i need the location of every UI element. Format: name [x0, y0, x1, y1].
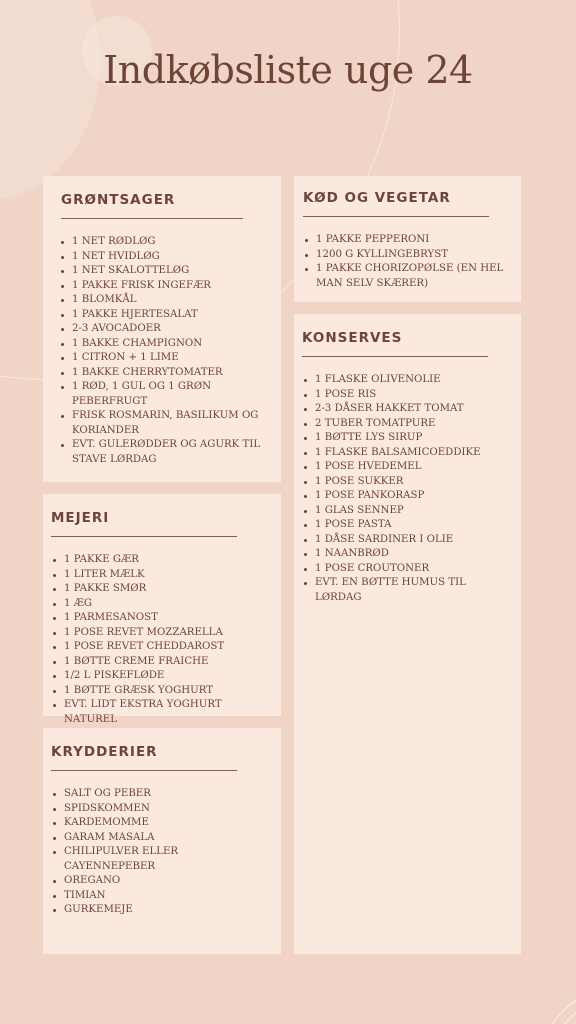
list-item: 1 NET SKALOTTELØG: [61, 264, 263, 279]
list-item: 1 NET HVIDLØG: [61, 250, 263, 265]
list-item: 1200 G KYLLINGEBRYST: [305, 248, 511, 263]
list-item: EVT. EN BØTTE HUMUS TIL LØRDAG: [304, 576, 511, 605]
section-card-krydderier: [43, 728, 281, 954]
list-item: 1 POSE SUKKER: [304, 475, 511, 490]
heading-divider: [51, 536, 237, 537]
list-item: 1 FLASKE BALSAMICOEDDIKE: [304, 446, 511, 461]
section-heading: KONSERVES: [302, 330, 403, 346]
item-list: [51, 787, 271, 918]
list-item: 1 PARMESANOST: [53, 611, 271, 626]
list-item: 1 POSE REVET CHEDDAROST: [53, 640, 271, 655]
list-item: 1 LITER MÆLK: [53, 568, 271, 583]
background-blob-decoration: [0, 0, 100, 200]
list-item: 1 GLAS SENNEP: [304, 504, 511, 519]
list-item: 1 BØTTE CREME FRAICHE: [53, 655, 271, 670]
list-item: 1 POSE PASTA: [304, 518, 511, 533]
list-item: SPIDSKOMMEN: [53, 802, 271, 817]
list-item: 1 PAKKE HJERTESALAT: [61, 308, 263, 323]
heading-divider: [51, 770, 237, 771]
section-heading: KØD OG VEGETAR: [303, 190, 451, 206]
section-card-mejeri: [43, 494, 281, 725]
list-item: 1 DÅSE SARDINER I OLIE: [304, 533, 511, 548]
list-item: 1 NAANBRØD: [304, 547, 511, 562]
list-item: 1 POSE REVET MOZZARELLA: [53, 626, 271, 641]
section-card-groentsager: [43, 176, 281, 482]
list-item: 2-3 AVOCADOER: [61, 322, 263, 337]
list-item: KARDEMOMME: [53, 816, 271, 831]
list-item: 1 RØD, 1 GUL OG 1 GRØN PEBERFRUGT: [61, 380, 263, 409]
section-card-koed-og-vegetar: [294, 176, 521, 302]
section-heading: MEJERI: [51, 510, 110, 526]
list-item: 1 ÆG: [53, 597, 271, 612]
list-item: 1 POSE HVEDEMEL: [304, 460, 511, 475]
list-item: 2-3 DÅSER HAKKET TOMAT: [304, 402, 511, 417]
list-item: SALT OG PEBER: [53, 787, 271, 802]
list-item: 1 BAKKE CHAMPIGNON: [61, 337, 263, 352]
list-item: 1 PAKKE PEPPERONI: [305, 233, 511, 248]
list-item: 1 BØTTE LYS SIRUP: [304, 431, 511, 446]
list-item: GARAM MASALA: [53, 831, 271, 846]
list-item: EVT. LIDT EKSTRA YOGHURT NATUREL: [53, 698, 271, 727]
list-item: 1 BØTTE GRÆSK YOGHURT: [53, 684, 271, 699]
list-item: 1 POSE PANKORASP: [304, 489, 511, 504]
list-item: 2 TUBER TOMATPURE: [304, 417, 511, 432]
page-title: Indkøbsliste uge 24: [103, 48, 473, 92]
section-heading: GRØNTSAGER: [61, 192, 176, 208]
list-item: 1/2 L PISKEFLØDE: [53, 669, 271, 684]
list-item: CHILIPULVER ELLER CAYENNEPEBER: [53, 845, 271, 874]
item-list: [303, 233, 511, 291]
list-item: GURKEMEJE: [53, 903, 271, 918]
list-item: EVT. GULERØDDER OG AGURK TIL STAVE LØRDAG: [61, 438, 263, 467]
heading-divider: [302, 356, 488, 357]
list-item: 1 PAKKE FRISK INGEFÆR: [61, 279, 263, 294]
list-item: 1 BLOMKÅL: [61, 293, 263, 308]
list-item: 1 CITRON + 1 LIME: [61, 351, 263, 366]
heading-divider: [303, 216, 489, 217]
list-item: OREGANO: [53, 874, 271, 889]
list-item: 1 POSE CROUTONER: [304, 562, 511, 577]
heading-divider: [61, 218, 243, 219]
item-list: [61, 235, 263, 467]
item-list: [302, 373, 511, 605]
list-item: 1 PAKKE SMØR: [53, 582, 271, 597]
corner-arcs-decoration: [496, 944, 576, 1024]
list-item: 1 PAKKE GÆR: [53, 553, 271, 568]
list-item: 1 POSE RIS: [304, 388, 511, 403]
list-item: 1 NET RØDLØG: [61, 235, 263, 250]
list-item: TIMIAN: [53, 889, 271, 904]
section-heading: KRYDDERIER: [51, 744, 158, 760]
section-card-konserves: [294, 314, 521, 954]
list-item: FRISK ROSMARIN, BASILIKUM OG KORIANDER: [61, 409, 263, 438]
list-item: 1 BAKKE CHERRYTOMATER: [61, 366, 263, 381]
list-item: 1 FLASKE OLIVENOLIE: [304, 373, 511, 388]
item-list: [51, 553, 271, 727]
list-item: 1 PAKKE CHORIZOPØLSE (EN HEL MAN SELV SKÆRER): [305, 262, 511, 291]
